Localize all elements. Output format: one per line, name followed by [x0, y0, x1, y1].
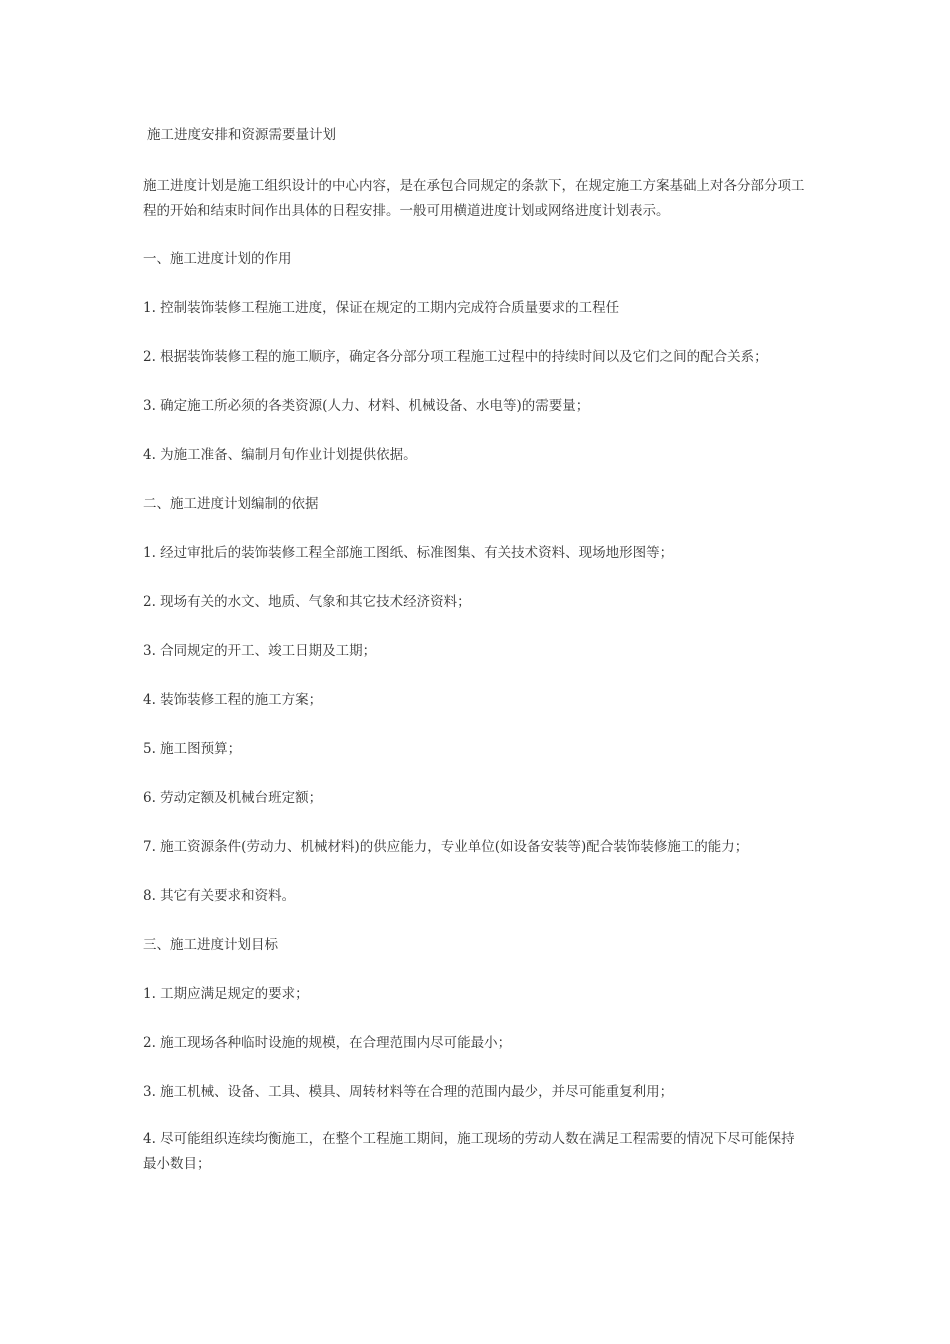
list-item: 1. 工期应满足规定的要求； [143, 986, 309, 1002]
list-item: 4. 装饰装修工程的施工方案； [143, 692, 323, 708]
list-item: 2. 现场有关的水文、地质、气象和其它技术经济资料； [143, 594, 471, 610]
list-item: 8. 其它有关要求和资料。 [143, 888, 296, 904]
list-item: 1. 经过审批后的装饰装修工程全部施工图纸、标准图集、有关技术资料、现场地形图等； [143, 545, 674, 561]
section-heading-2: 二、施工进度计划编制的依据 [143, 496, 319, 512]
list-item: 3. 合同规定的开工、竣工日期及工期； [143, 643, 377, 659]
list-item: 4. 为施工准备、编制月旬作业计划提供依据。 [143, 447, 417, 463]
intro-paragraph: 施工进度计划是施工组织设计的中心内容，是在承包合同规定的条款下，在规定施工方案基础上对各分部分项工程的开始和结束时间作出具体的日程安排。一般可用横道进度计划或网络进度计划表示。 [143, 178, 805, 219]
list-item: 4. 尽可能组织连续均衡施工，在整个工程施工期间，施工现场的劳动人数在满足工程需要的情况下尽可能保持最小数目； [143, 1131, 795, 1172]
list-item: 3. 施工机械、设备、工具、模具、周转材料等在合理的范围内最少，并尽可能重复利用； [143, 1084, 674, 1100]
section-heading-3: 三、施工进度计划目标 [143, 937, 278, 953]
document-title: 施工进度安排和资源需要量计划 [147, 127, 336, 143]
list-item: 6. 劳动定额及机械台班定额； [143, 790, 323, 806]
list-item: 5. 施工图预算； [143, 741, 242, 757]
list-item: 1. 控制装饰装修工程施工进度，保证在规定的工期内完成符合质量要求的工程任 [143, 300, 620, 316]
list-item: 2. 根据装饰装修工程的施工顺序，确定各分部分项工程施工过程中的持续时间以及它们之间的配合关系； [143, 349, 768, 365]
document-page [143, 124, 808, 1177]
section-heading-1: 一、施工进度计划的作用 [143, 251, 292, 267]
list-item: 2. 施工现场各种临时设施的规模，在合理范围内尽可能最小； [143, 1035, 512, 1051]
list-item: 7. 施工资源条件(劳动力、机械材料)的供应能力，专业单位(如设备安装等)配合装饰装修施工的能力； [143, 839, 749, 855]
list-item: 3. 确定施工所必须的各类资源(人力、材料、机械设备、水电等)的需要量； [143, 398, 590, 414]
